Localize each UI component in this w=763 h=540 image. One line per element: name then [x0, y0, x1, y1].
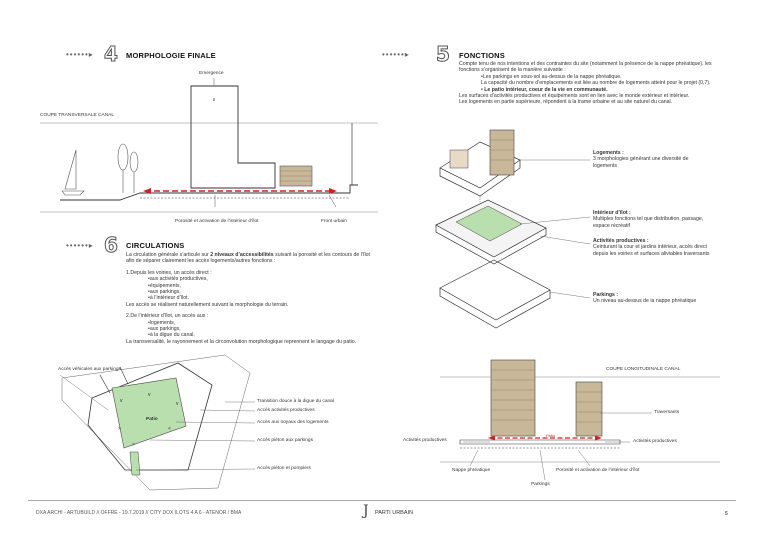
- section-number: 6: [104, 233, 118, 257]
- interieur-note: Intérieur d’îlot : Multiples fonctions tel que distribution, passage, espace récréatif: [593, 210, 704, 229]
- porosite-label: Porosité et activation de l’intérieur d’îlot: [175, 219, 259, 224]
- section-arrow: ••••••▸: [382, 50, 410, 59]
- svg-text:v: v: [120, 398, 123, 404]
- section-arrow: ••••••▸: [66, 241, 94, 250]
- svg-text:v: v: [148, 392, 151, 398]
- emergence-label: Emergence: [199, 71, 224, 76]
- nappe-label: Nappe phréatique: [452, 468, 491, 473]
- front-urbain-label: Front urbain: [321, 219, 347, 224]
- section-title: FONCTIONS: [459, 51, 505, 60]
- coupe-longitudinale-label: COUPE LONGITUDINALE CANAL: [606, 367, 681, 372]
- patio-section-label: Patio: [546, 433, 556, 438]
- svg-text:v: v: [176, 401, 179, 407]
- section-title: MORPHOLOGIE FINALE: [126, 51, 216, 60]
- section-title: CIRCULATIONS: [126, 241, 185, 250]
- traversants-label: Traversants: [654, 410, 680, 415]
- acces-activite-label: Accès activités productives: [257, 408, 315, 413]
- activites-note: Activités productives : Ceinturant la cour et jardins intérieur, accès direct depuis les voiries et surfaces aliviables traversants: [593, 238, 710, 257]
- activites-right-label: Activités productives: [633, 439, 677, 444]
- section-arrow: ••••••▸: [66, 50, 94, 59]
- acces-noyaux-label: Accès aux noyaux des logements: [257, 420, 329, 425]
- acces-pieton-pompiers-label: Accès piéton et pompiers: [257, 466, 311, 471]
- svg-text:>: >: [118, 426, 121, 432]
- logements-note: Logements : 3 morphologies générant une diversité de logements: [593, 150, 689, 169]
- section-number: 4: [104, 42, 118, 66]
- parkings-label: Parkings: [531, 482, 550, 487]
- acces-pieton-parkings-label: Accès piéton aux parkings: [257, 438, 313, 443]
- page-number: 5: [725, 511, 728, 517]
- circulations-text: La circulation générale s’articule sur 2 niveaux d’accessibilités suivant la porosité et les contours de l’îlot afin de séparer clairement les accès logements/autres fonctions : 1.Depuis les voiries, un accès direct : •aux activités productives, •équipements, •aux parkings, •à l’intérieur d’îlot. Les accès se réalisent naturellement suivant la morphologie du terrain. 2.De l’intérieur d’îlot, un accès aux : •logements, •aux parkings, •à la digue du canal. La transversalité, le rayonnement et la circonvolution morphologique reprennent le langage du patio.: [126, 252, 370, 345]
- activites-left-label: Activités productives: [403, 438, 447, 443]
- patio-label: Patio: [146, 417, 158, 422]
- footer-section: PARTI URBAIN: [375, 510, 413, 516]
- svg-text:>: >: [132, 442, 135, 448]
- porosite-long-label: Porosité et activation de l’intérieur d’îlot: [556, 468, 640, 473]
- footer-credits: DXA ARCHI - ARTUBUILD // OFFRE - 19.7.2019 // CITY DOX ILOTS 4 A 6 - ATENOR / BMA: [36, 510, 242, 516]
- coupe-transversale-label: COUPE TRANSVERSALE CANAL: [40, 113, 115, 118]
- logo-mark: J: [363, 503, 369, 519]
- parkings-note: Parkings : Un niveau au-dessus de la nappe phréatique: [593, 292, 697, 305]
- acces-vehicules-label: Accès véhicules aux parkings: [58, 367, 121, 372]
- transition-label: Transition douce à la digue du canal: [257, 399, 334, 404]
- fonctions-text: Compte tenu de nos intentions et des contraintes du site (notamment la présence de la nappe phréatique), les fonctions s’organisent de la manière suivante : •Les parkings en sous-sol au-dessus de la nappe phréatique. La capacité du nombre d’emplacements est liée au nombre de logements atteint pour le projet (0,7). • Le patio intérieur, coeur de la vie en communauté. Les surfaces d’activités productives et équipements sont en lien avec le monde extérieur et intérieur. Les logements en partie supérieure, répondent à la trame urbaine et au site naturel du canal.: [459, 61, 712, 106]
- svg-text:<: <: [168, 426, 171, 432]
- footer-divider: [28, 500, 736, 501]
- section-number: 5: [436, 42, 450, 66]
